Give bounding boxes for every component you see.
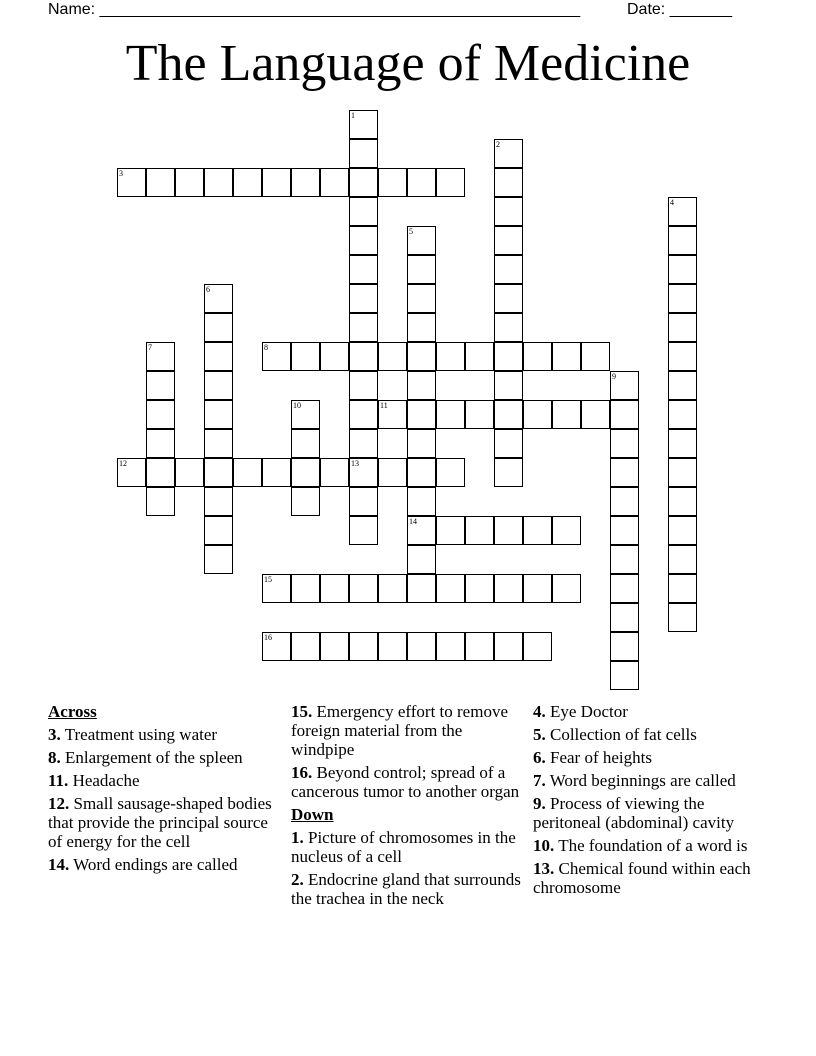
name-label: Name: ______________________________________________________	[48, 1, 581, 18]
crossword-cell[interactable]	[465, 574, 494, 603]
crossword-cell[interactable]	[349, 574, 378, 603]
crossword-cell[interactable]	[204, 284, 233, 313]
crossword-cell[interactable]	[175, 458, 204, 487]
clue-number: 10	[293, 401, 301, 410]
crossword-cell[interactable]	[291, 574, 320, 603]
clue-number: 12	[119, 459, 127, 468]
crossword-cell[interactable]	[349, 110, 378, 139]
across-clue: 11. Headache	[48, 771, 140, 790]
crossword-cell[interactable]	[262, 168, 291, 197]
clues-column-1	[48, 702, 283, 878]
crossword-cell[interactable]	[349, 429, 378, 458]
crossword-cell[interactable]	[349, 516, 378, 545]
crossword-cell[interactable]	[349, 400, 378, 429]
date-label: Date: _______	[627, 1, 732, 18]
crossword-cell[interactable]	[407, 313, 436, 342]
down-clue: 1. Picture of chromosomes in the nucleus of a cell	[291, 828, 516, 866]
crossword-cell[interactable]	[610, 661, 639, 690]
crossword-cell[interactable]	[610, 487, 639, 516]
crossword-cell[interactable]	[320, 342, 349, 371]
crossword-cell[interactable]	[668, 458, 697, 487]
crossword-cell[interactable]	[494, 197, 523, 226]
crossword-cell[interactable]	[291, 400, 320, 429]
clue-number: 16	[264, 633, 272, 642]
crossword-cell[interactable]	[494, 226, 523, 255]
down-heading: Down	[291, 805, 334, 824]
clue-number: 9	[612, 372, 616, 381]
crossword-cell[interactable]	[610, 516, 639, 545]
crossword-cell[interactable]	[610, 574, 639, 603]
crossword-cell[interactable]	[610, 458, 639, 487]
crossword-cell[interactable]	[378, 168, 407, 197]
crossword-cell[interactable]	[291, 429, 320, 458]
crossword-cell[interactable]	[436, 400, 465, 429]
crossword-cell[interactable]	[320, 458, 349, 487]
crossword-cell[interactable]	[668, 313, 697, 342]
crossword-cell[interactable]	[349, 313, 378, 342]
page-title: The Language of Medicine	[125, 35, 691, 92]
crossword-cell[interactable]	[407, 226, 436, 255]
crossword-cell[interactable]	[204, 487, 233, 516]
crossword-cell[interactable]	[146, 429, 175, 458]
crossword-cell[interactable]	[494, 516, 523, 545]
crossword-cell[interactable]	[349, 226, 378, 255]
crossword-cell[interactable]	[204, 516, 233, 545]
crossword-cell[interactable]	[349, 371, 378, 400]
crossword-cell[interactable]	[407, 632, 436, 661]
clues-column-2	[291, 702, 526, 912]
crossword-cell[interactable]	[233, 458, 262, 487]
crossword-cell[interactable]	[581, 342, 610, 371]
crossword-cell[interactable]	[436, 458, 465, 487]
crossword-cell[interactable]	[262, 458, 291, 487]
crossword-cell[interactable]	[465, 342, 494, 371]
crossword-cell[interactable]	[262, 574, 291, 603]
crossword-cell[interactable]	[523, 574, 552, 603]
crossword-cell[interactable]	[610, 632, 639, 661]
crossword-cell[interactable]	[320, 168, 349, 197]
crossword-cell[interactable]	[378, 342, 407, 371]
across-clue: 15. Emergency effort to remove foreign material from the windpipe	[291, 702, 508, 759]
crossword-cell[interactable]	[668, 516, 697, 545]
crossword-cell[interactable]	[204, 458, 233, 487]
crossword-cell[interactable]	[668, 574, 697, 603]
crossword-cell[interactable]	[581, 400, 610, 429]
down-clue: 5. Collection of fat cells	[533, 725, 697, 744]
crossword-cell[interactable]	[349, 255, 378, 284]
crossword-cell[interactable]	[291, 342, 320, 371]
crossword-cell[interactable]	[668, 603, 697, 632]
down-clue: 7. Word beginnings are called	[533, 771, 736, 790]
crossword-cell[interactable]	[407, 487, 436, 516]
crossword-cell[interactable]	[436, 574, 465, 603]
crossword-cell[interactable]	[291, 458, 320, 487]
crossword-cell[interactable]	[436, 168, 465, 197]
down-clue: 2. Endocrine gland that surrounds the trachea in the neck	[291, 870, 521, 908]
crossword-cell[interactable]	[494, 313, 523, 342]
across-clue: 3. Treatment using water	[48, 725, 218, 744]
crossword-cell[interactable]	[465, 400, 494, 429]
across-clue: 16. Beyond control; spread of a cancerous tumor to another organ	[291, 763, 520, 801]
crossword-cell[interactable]	[407, 400, 436, 429]
crossword-cell[interactable]	[668, 197, 697, 226]
across-clue: 12. Small sausage-shaped bodies that provide the principal source of energy for the cell	[48, 794, 272, 851]
crossword-cell[interactable]	[610, 545, 639, 574]
crossword-cell[interactable]	[320, 574, 349, 603]
clue-number: 8	[264, 343, 268, 352]
crossword-cell[interactable]	[407, 371, 436, 400]
crossword-cell[interactable]	[668, 545, 697, 574]
crossword-cell[interactable]	[668, 255, 697, 284]
crossword-cell[interactable]	[407, 284, 436, 313]
crossword-cell[interactable]	[146, 487, 175, 516]
down-clue: 10. The foundation of a word is	[533, 836, 748, 855]
crossword-cell[interactable]	[407, 168, 436, 197]
crossword-cell[interactable]	[204, 342, 233, 371]
crossword-cell[interactable]	[117, 458, 146, 487]
across-heading: Across	[48, 702, 97, 721]
crossword-cell[interactable]	[378, 632, 407, 661]
clue-number: 15	[264, 575, 272, 584]
crossword-cell[interactable]	[146, 400, 175, 429]
clue-number: 13	[351, 459, 359, 468]
crossword-cell[interactable]	[494, 574, 523, 603]
crossword-cell[interactable]	[291, 632, 320, 661]
crossword-cell[interactable]	[494, 400, 523, 429]
clue-number: 14	[409, 517, 417, 526]
crossword-cell[interactable]	[610, 603, 639, 632]
crossword-cell[interactable]	[436, 342, 465, 371]
crossword-cell[interactable]	[349, 284, 378, 313]
crossword-cell[interactable]	[204, 371, 233, 400]
crossword-cell[interactable]	[668, 371, 697, 400]
crossword-cell[interactable]	[552, 516, 581, 545]
crossword-cell[interactable]	[552, 400, 581, 429]
crossword-cell[interactable]	[494, 284, 523, 313]
crossword-cell[interactable]	[146, 168, 175, 197]
crossword-cell[interactable]	[262, 632, 291, 661]
crossword-cell[interactable]	[378, 458, 407, 487]
clue-number: 3	[119, 169, 123, 178]
crossword-cell[interactable]	[494, 255, 523, 284]
crossword-cell[interactable]	[668, 487, 697, 516]
crossword-cell[interactable]	[523, 400, 552, 429]
crossword-cell[interactable]	[291, 168, 320, 197]
crossword-cell[interactable]	[117, 168, 146, 197]
crossword-cell[interactable]	[668, 429, 697, 458]
crossword-cell[interactable]	[523, 342, 552, 371]
crossword-cell[interactable]	[291, 487, 320, 516]
crossword-cell[interactable]	[668, 284, 697, 313]
crossword-cell[interactable]	[494, 632, 523, 661]
crossword-cell[interactable]	[407, 545, 436, 574]
clue-number: 1	[351, 111, 355, 120]
crossword-cell[interactable]	[436, 632, 465, 661]
crossword-cell[interactable]	[349, 487, 378, 516]
across-clue: 14. Word endings are called	[48, 855, 238, 874]
crossword-cell[interactable]	[349, 458, 378, 487]
crossword-cell[interactable]	[407, 574, 436, 603]
crossword-cell[interactable]	[378, 574, 407, 603]
crossword-cell[interactable]	[349, 168, 378, 197]
crossword-cell[interactable]	[436, 516, 465, 545]
clue-number: 7	[148, 343, 152, 352]
crossword-cell[interactable]	[610, 371, 639, 400]
crossword-cell[interactable]	[610, 429, 639, 458]
crossword-cell[interactable]	[175, 168, 204, 197]
down-clue: 6. Fear of heights	[533, 748, 652, 767]
crossword-cell[interactable]	[494, 139, 523, 168]
crossword-cell[interactable]	[668, 226, 697, 255]
crossword-cell[interactable]	[204, 168, 233, 197]
crossword-cell[interactable]	[407, 458, 436, 487]
clue-number: 5	[409, 227, 413, 236]
down-clue: 9. Process of viewing the peritoneal (abdominal) cavity	[533, 794, 735, 832]
across-clue: 8. Enlargement of the spleen	[48, 748, 243, 767]
crossword-cell[interactable]	[668, 400, 697, 429]
crossword-cell[interactable]	[465, 632, 494, 661]
crossword-cell[interactable]	[204, 429, 233, 458]
crossword-cell[interactable]	[552, 342, 581, 371]
crossword-cell[interactable]	[552, 574, 581, 603]
down-clue: 4. Eye Doctor	[533, 702, 628, 721]
crossword-cell[interactable]	[349, 197, 378, 226]
crossword-cell[interactable]	[146, 371, 175, 400]
crossword-cell[interactable]	[349, 342, 378, 371]
crossword-cell[interactable]	[320, 632, 349, 661]
down-clue: 13. Chemical found within each chromosome	[533, 859, 751, 897]
crossword-cell[interactable]	[262, 342, 291, 371]
clue-number: 6	[206, 285, 210, 294]
crossword-cell[interactable]	[146, 342, 175, 371]
clue-number: 2	[496, 140, 500, 149]
crossword-cell[interactable]	[204, 545, 233, 574]
crossword-cell[interactable]	[233, 168, 262, 197]
crossword-cell[interactable]	[668, 342, 697, 371]
crossword-cell[interactable]	[407, 342, 436, 371]
crossword-cell[interactable]	[494, 458, 523, 487]
clues-column-3	[533, 702, 768, 901]
crossword-cell[interactable]	[494, 342, 523, 371]
crossword-cell[interactable]	[610, 400, 639, 429]
crossword-cell[interactable]	[494, 168, 523, 197]
crossword-cell[interactable]	[349, 139, 378, 168]
crossword-cell[interactable]	[204, 313, 233, 342]
clue-number: 11	[380, 401, 388, 410]
crossword-cell[interactable]	[204, 400, 233, 429]
crossword-cell[interactable]	[407, 255, 436, 284]
crossword-cell[interactable]	[494, 429, 523, 458]
crossword-cell[interactable]	[407, 516, 436, 545]
crossword-cell[interactable]	[378, 400, 407, 429]
crossword-cell[interactable]	[465, 516, 494, 545]
crossword-cell[interactable]	[407, 429, 436, 458]
crossword-cell[interactable]	[494, 371, 523, 400]
crossword-cell[interactable]	[523, 632, 552, 661]
crossword-cell[interactable]	[146, 458, 175, 487]
clue-number: 4	[670, 198, 674, 207]
crossword-cell[interactable]	[523, 516, 552, 545]
crossword-cell[interactable]	[349, 632, 378, 661]
